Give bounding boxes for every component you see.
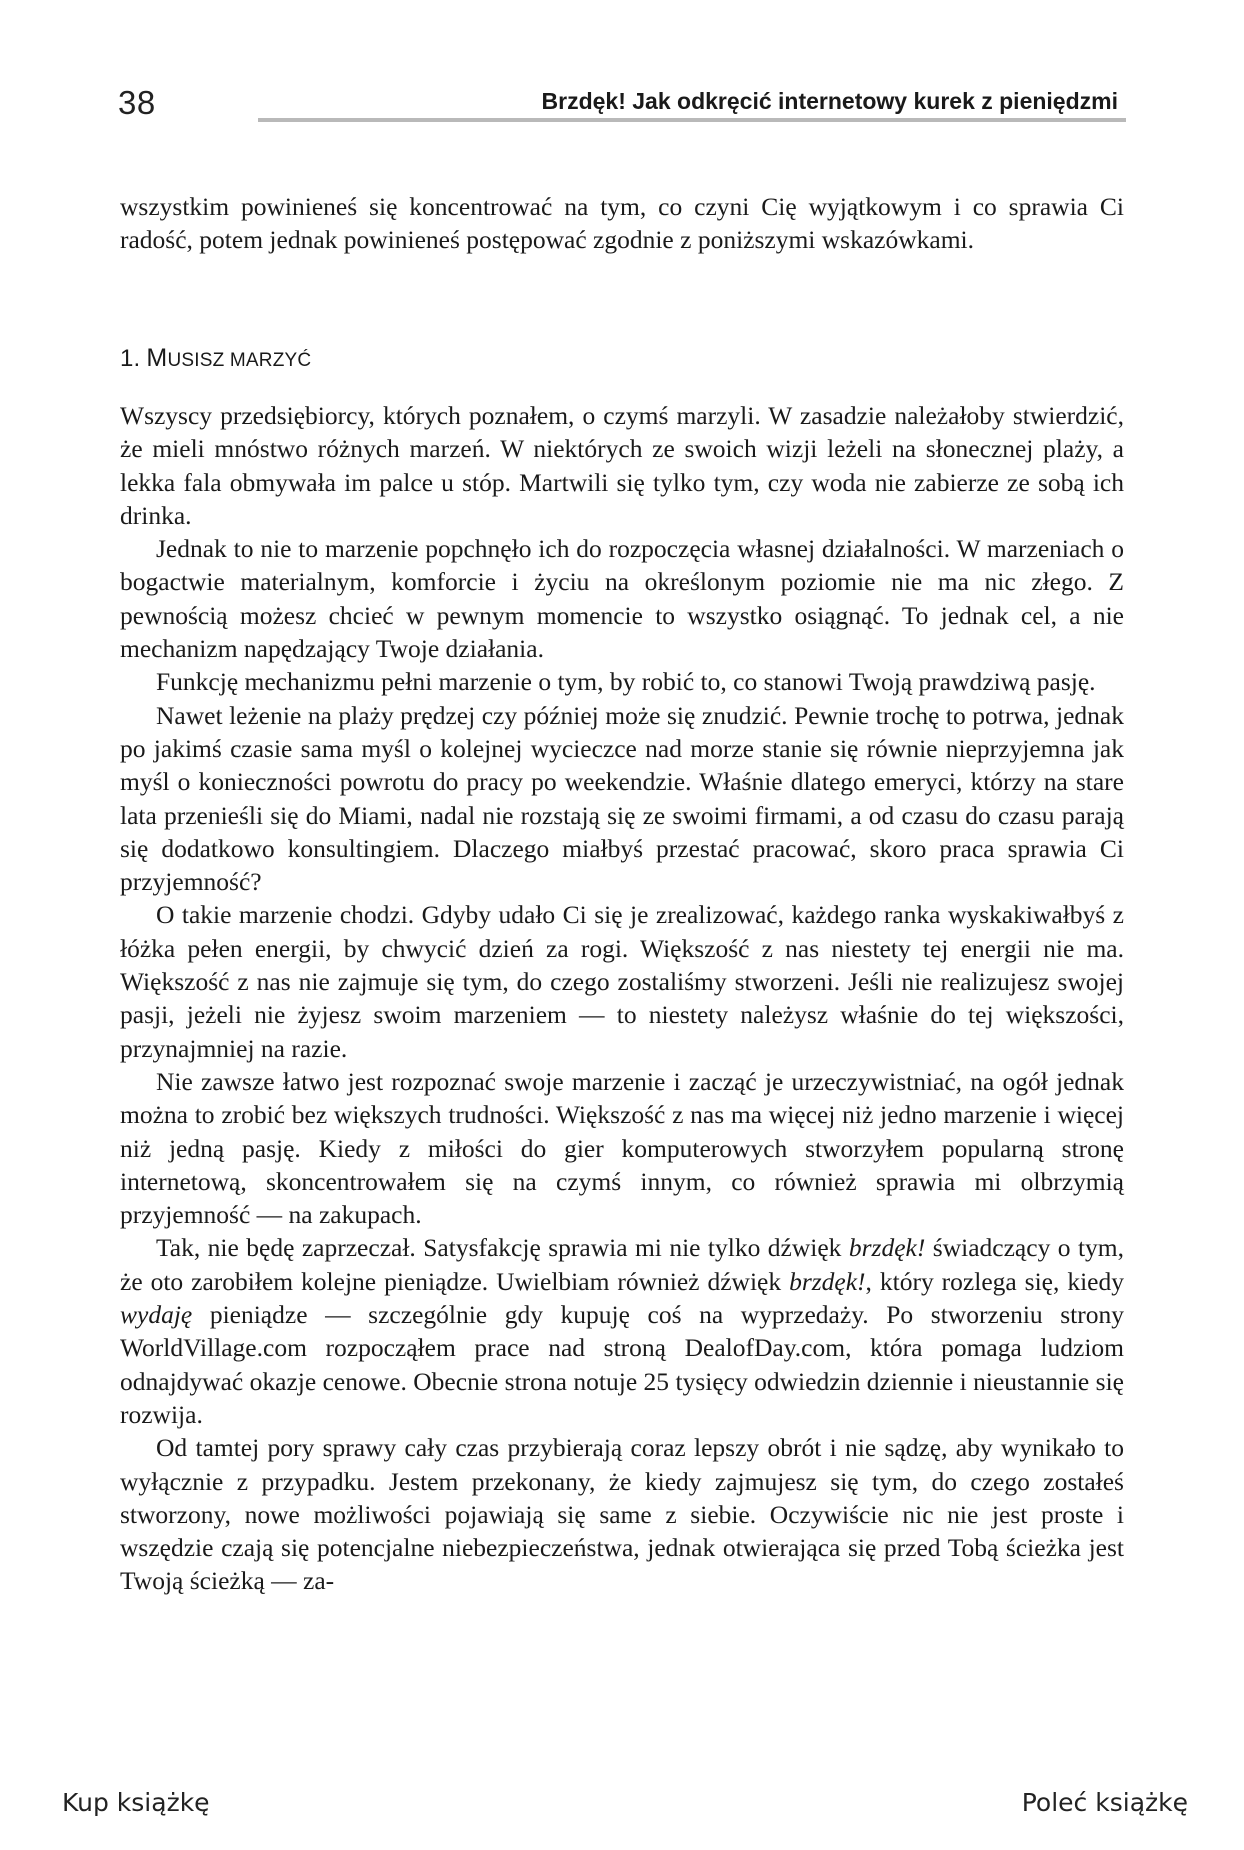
- text-span: Tak, nie będę zaprzeczał. Satysfakcję sprawia mi nie tylko dźwięk: [156, 1233, 849, 1263]
- intro-paragraph: [120, 190, 1124, 257]
- section-title-initial: M: [146, 344, 168, 372]
- italic-term: brzdęk!: [789, 1266, 866, 1296]
- text-span: , który rozlega się, kiedy: [865, 1266, 1124, 1296]
- paragraph: Jednak to nie to marzenie popchnęło ich do rozpoczęcia własnej działalności. W marzeniach o bogactwie materialnym, komforcie i życiu na określonym poziomie nie ma nic złego. Z pewnością możesz chcieć w pewnym momencie to wszystko osiągnąć. To jednak cel, a nie mechanizm napędzający Twoje działania.: [120, 534, 1124, 664]
- paragraph: Nie zawsze łatwo jest rozpoznać swoje marzenie i zacząć je urzeczywistniać, na ogół jednak można to zrobić bez większych trudności. Większość z nas ma więcej niż jedno marzenie i więcej niż jedną pasję. Kiedy z miłości do gier komputerowych stworzyłem popularną stronę internetową, skoncentrowałem się na czymś innym, co również sprawia mi olbrzymią przyjemność — na zakupach.: [120, 1066, 1124, 1230]
- text-span: świadczący o tym, że oto zarobiłem kolejne pieniądze. Uwielbiam również dźwięk: [120, 1233, 1124, 1296]
- section-title-rest: USISZ MARZYĆ: [167, 350, 312, 371]
- italic-term: brzdęk!: [848, 1233, 926, 1263]
- page-number: 38: [118, 84, 156, 121]
- text-span: pieniądze — szczególnie gdy kupuję coś na wyprzedaży. Po stworzeniu strony WorldVillage.com rozpocząłem prace nad stroną DealofDay.com, która pomaga ludziom odnajdywać okazje cenowe. Obecnie strona notuje 25 tysięcy odwiedzin dziennie i nieustannie się rozwija.: [120, 1300, 1124, 1429]
- paragraph: Funkcję mechanizmu pełni marzenie o tym, by robić to, co stanowi Twoją prawdziwą pasję.: [156, 667, 1096, 697]
- buy-book-link[interactable]: Kup książkę: [62, 1788, 210, 1817]
- section-heading: [120, 344, 311, 373]
- paragraph: wszystkim powinieneś się koncentrować na tym, co czyni Cię wyjątkowym i co sprawia Ci radość, potem jednak powinieneś postępować zgodnie z poniższymi wskazówkami.: [120, 192, 1124, 255]
- section-number: 1.: [120, 345, 141, 372]
- paragraph: O takie marzenie chodzi. Gdyby udało Ci się je zrealizować, każdego ranka wyskakiwałbyś z łóżka pełen energii, by chwycić dzień za rogi. Większość z nas niestety tej energii nie ma. Większość z nas nie zajmuje się tym, do czego zostaliśmy stworzeni. Jeśli nie realizujesz swojej pasji, jeżeli nie żyjesz swoim marzeniem — to niestety należysz właśnie do tej większości, przynajmniej na razie.: [120, 900, 1124, 1063]
- paragraph: Wszyscy przedsiębiorcy, których poznałem, o czymś marzyli. W zasadzie należałoby stwierdzić, że mieli mnóstwo różnych marzeń. W niektórych ze swoich wizji leżeli na słonecznej plaży, a lekka fala obmywała im palce u stóp. Martwili się tylko tym, czy woda nie zabierze ze sobą ich drinka.: [120, 401, 1124, 530]
- header-rule: [258, 118, 1126, 122]
- italic-term: wydaję: [120, 1300, 193, 1330]
- recommend-book-link[interactable]: Poleć książkę: [1021, 1788, 1188, 1817]
- section-body: [120, 399, 1124, 1598]
- running-header-title: Brzdęk! Jak odkręcić internetowy kurek z pieniędzmi: [541, 88, 1118, 114]
- paragraph: Nawet leżenie na plaży prędzej czy później może się znudzić. Pewnie trochę to potrwa, jednak po jakimś czasie sama myśl o kolejnej wycieczce nad morze stanie się równie nieprzyjemna jak myśl o konieczności powrotu do pracy po weekendzie. Właśnie dlatego emeryci, którzy na stare lata przenieśli się do Miami, nadal nie rozstają się ze swoimi firmami, a od czasu do czasu parają się dodatkowo konsultingiem. Dlaczego miałbyś przestać pracować, skoro praca sprawia Ci przyjemność?: [120, 700, 1124, 897]
- paragraph: Od tamtej pory sprawy cały czas przybierają coraz lepszy obrót i nie sądzę, aby wynikało to wyłącznie z przypadku. Jestem przekonany, że kiedy zajmujesz się tym, do czego zostałeś stworzony, nowe możliwości pojawiają się same z siebie. Oczywiście nic nie jest proste i wszędzie czają się potencjalne niebezpieczeństwa, jednak otwierająca się przed Tobą ścieżka jest Twoją ścieżką — za-: [120, 1433, 1124, 1596]
- paragraph: [120, 1231, 1124, 1431]
